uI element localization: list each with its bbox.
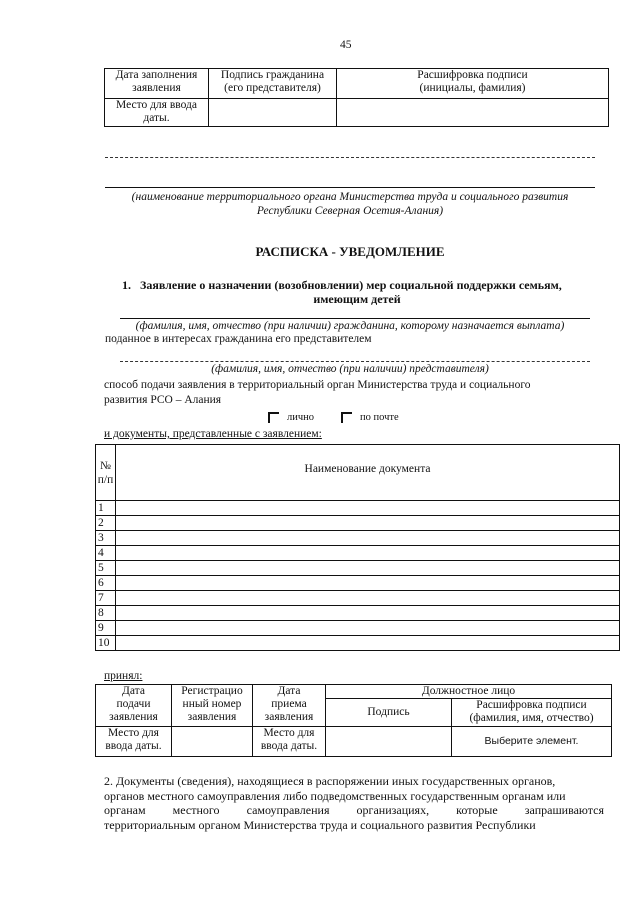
word: местного bbox=[172, 803, 220, 818]
section-number: 1. bbox=[122, 278, 131, 292]
header-text: (его представителя) bbox=[224, 82, 321, 94]
header-text: заявления bbox=[264, 711, 314, 723]
acceptance-table bbox=[95, 684, 612, 757]
date-submit-input[interactable] bbox=[96, 727, 172, 757]
doc-row-number: 3 bbox=[96, 531, 116, 546]
doc-row bbox=[96, 531, 620, 546]
doc-row-name-cell[interactable] bbox=[116, 546, 620, 561]
doc-row-name-cell[interactable] bbox=[116, 621, 620, 636]
header-text: Подпись гражданина bbox=[220, 69, 325, 81]
placeholder-text: ввода даты. bbox=[260, 740, 318, 752]
word: самоуправления bbox=[246, 803, 330, 818]
doc-row-number: 6 bbox=[96, 576, 116, 591]
section-text: имеющим детей bbox=[313, 292, 401, 306]
decode-cell bbox=[337, 99, 609, 127]
reg-number-header bbox=[172, 685, 253, 727]
section2-paragraph bbox=[104, 774, 604, 832]
authority-caption bbox=[100, 190, 600, 218]
signature-table bbox=[104, 68, 609, 127]
header-text: Дата bbox=[277, 685, 301, 697]
date-input-placeholder[interactable] bbox=[105, 99, 209, 127]
doc-row-number: 4 bbox=[96, 546, 116, 561]
reg-number-cell[interactable] bbox=[172, 727, 253, 757]
citizen-caption: (фамилия, имя, отчество (при наличии) гражданина, которому назначается выплата) bbox=[135, 320, 565, 332]
doc-row-name-cell[interactable] bbox=[116, 516, 620, 531]
decode-header bbox=[337, 69, 609, 99]
placeholder-text: Место для bbox=[108, 727, 159, 739]
rep-caption: (фамилия, имя, отчество (при наличии) представителя) bbox=[211, 363, 489, 375]
date-filled-header bbox=[105, 69, 209, 99]
word: организациях, bbox=[356, 803, 430, 818]
doc-row bbox=[96, 591, 620, 606]
doc-row-number: 10 bbox=[96, 636, 116, 651]
option-label: лично bbox=[287, 412, 315, 423]
section-text: Заявление о назначении (возобновлении) мер социальной поддержки семьям, bbox=[140, 278, 562, 292]
doc-row bbox=[96, 546, 620, 561]
header-text: Регистрацио bbox=[181, 685, 243, 697]
doc-row-name-cell[interactable] bbox=[116, 576, 620, 591]
checkbox-icon[interactable] bbox=[268, 412, 279, 423]
method-text bbox=[104, 378, 604, 408]
paragraph-line: органов местного самоуправления либо подведомственных государственным органам или bbox=[104, 788, 566, 803]
header-text: № bbox=[100, 460, 111, 472]
signature-cell bbox=[326, 727, 452, 757]
placeholder-text: даты. bbox=[143, 112, 170, 124]
header-text: приема bbox=[271, 698, 307, 710]
placeholder-text: Место для bbox=[263, 727, 315, 739]
caption-text: (наименование территориального органа Министерства труда и социального развития bbox=[131, 191, 569, 203]
official-header: Должностное лицо bbox=[326, 685, 612, 699]
header-text: Расшифровка подписи bbox=[476, 699, 587, 711]
paragraph-line: территориальным органом Министерства труда и социального развития Республики bbox=[104, 817, 536, 832]
placeholder-text: ввода даты. bbox=[105, 740, 162, 752]
doc-row-number: 2 bbox=[96, 516, 116, 531]
signature-header: Подпись bbox=[326, 699, 452, 727]
header-text: подачи bbox=[116, 698, 151, 710]
paragraph-line: 2. Документы (сведения), находящиеся в распоряжении иных государственных органов, bbox=[104, 774, 556, 788]
accepted-label: принял: bbox=[104, 670, 143, 682]
header-text: заявления bbox=[132, 82, 181, 94]
date-accept-header bbox=[253, 685, 326, 727]
date-accept-input[interactable] bbox=[253, 727, 326, 757]
option-personal[interactable] bbox=[268, 412, 314, 423]
doc-row-number: 5 bbox=[96, 561, 116, 576]
header-text: Расшифровка подписи bbox=[417, 69, 528, 81]
doc-row-name-cell[interactable] bbox=[116, 501, 620, 516]
page-number: 45 bbox=[340, 39, 352, 51]
doc-row bbox=[96, 576, 620, 591]
header-text: (инициалы, фамилия) bbox=[419, 82, 526, 94]
page-title: РАСПИСКА - УВЕДОМЛЕНИЕ bbox=[255, 244, 445, 259]
rep-name-line[interactable] bbox=[120, 361, 590, 362]
doc-row bbox=[96, 501, 620, 516]
documents-table bbox=[95, 444, 620, 651]
doc-row-number: 8 bbox=[96, 606, 116, 621]
method-line: развития РСО – Алания bbox=[104, 394, 222, 406]
doc-row-number: 7 bbox=[96, 591, 116, 606]
num-header bbox=[96, 445, 116, 501]
placeholder-text: Место для ввода bbox=[116, 99, 197, 111]
date-submit-header bbox=[96, 685, 172, 727]
method-line: способ подачи заявления в территориальный орган Министерства труда и социального bbox=[104, 379, 531, 391]
doc-row-name-cell[interactable] bbox=[116, 561, 620, 576]
doc-row-name-cell[interactable] bbox=[116, 531, 620, 546]
citizen-name-line[interactable] bbox=[120, 318, 590, 319]
option-mail[interactable] bbox=[341, 412, 399, 423]
word: органам bbox=[104, 803, 146, 818]
authority-line bbox=[105, 187, 595, 188]
decode-header bbox=[452, 699, 612, 727]
header-text: Дата bbox=[122, 685, 145, 697]
doc-row-number: 1 bbox=[96, 501, 116, 516]
doc-row bbox=[96, 561, 620, 576]
submitted-text: поданное в интересах гражданина его представителем bbox=[105, 333, 372, 345]
header-text: заявления bbox=[187, 711, 237, 723]
signature-header bbox=[209, 69, 337, 99]
word: которые bbox=[456, 803, 498, 818]
header-text: нный номер bbox=[182, 698, 242, 710]
paragraph-line bbox=[104, 803, 604, 818]
header-text: п/п bbox=[97, 474, 114, 486]
checkbox-icon[interactable] bbox=[341, 412, 352, 423]
doc-row bbox=[96, 621, 620, 636]
doc-row-name-cell[interactable] bbox=[116, 636, 620, 651]
select-element-dropdown[interactable]: Выберите элемент. bbox=[452, 727, 612, 757]
dashed-separator bbox=[105, 157, 595, 158]
caption-text: Республики Северная Осетия-Алания) bbox=[256, 205, 444, 217]
documents-intro: и документы, представленные с заявлением: bbox=[104, 428, 322, 440]
doc-row bbox=[96, 516, 620, 531]
doc-row-number: 9 bbox=[96, 621, 116, 636]
word: запрашиваются bbox=[524, 803, 604, 818]
header-text: Дата заполнения bbox=[115, 69, 198, 81]
section1-heading bbox=[122, 278, 602, 306]
signature-cell bbox=[209, 99, 337, 127]
header-text: заявления bbox=[109, 711, 158, 723]
header-text: (фамилия, имя, отчество) bbox=[469, 712, 594, 724]
doc-row-name-cell[interactable] bbox=[116, 606, 620, 621]
doc-row bbox=[96, 636, 620, 651]
doc-row-name-cell[interactable] bbox=[116, 591, 620, 606]
doc-name-header: Наименование документа bbox=[116, 445, 620, 501]
doc-row bbox=[96, 606, 620, 621]
option-label: по почте bbox=[360, 412, 399, 423]
